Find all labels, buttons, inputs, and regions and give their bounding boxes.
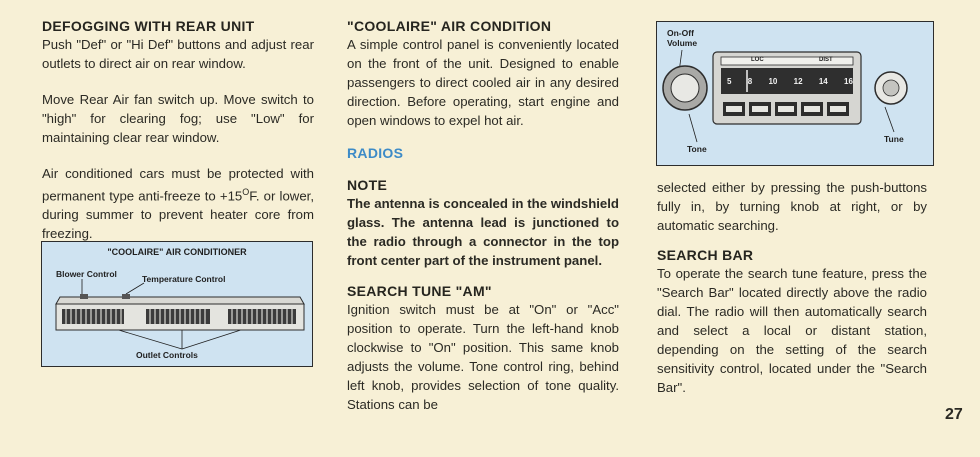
paragraph-antifreeze xyxy=(42,164,314,243)
paragraph-defog-buttons: Push "Def" or "Hi Def" buttons and adjust rear outlets to direct air on rear window. xyxy=(42,37,314,71)
paragraph-search-bar: To operate the search tune feature, press the "Search Bar" located directly above the radio dial. The radio will then automatically search and select a local or distant station, depending on the setting of the search sensitivity control, located under the "Search Bar". xyxy=(657,266,927,395)
heading-search-tune: SEARCH TUNE "AM" xyxy=(347,283,492,299)
paragraph-selected: selected either by pressing the push-buttons fully in, by turning knob at right, or by automatic searching. xyxy=(657,180,927,233)
degree-symbol: O xyxy=(242,187,250,197)
heading-coolaire: "COOLAIRE" AIR CONDITION xyxy=(347,18,552,34)
ac-figure-title: "COOLAIRE" AIR CONDITIONER xyxy=(107,247,247,257)
paragraph-rear-air-fan: Move Rear Air fan switch up. Move switch to "high" for clearing fog; use "Low" for maintaining clear rear window. xyxy=(42,92,314,145)
label-outlet-controls: Outlet Controls xyxy=(136,350,198,360)
paragraph-coolaire: A simple control panel is conveniently located on the front of the unit. Designed to enable passengers to direct cooled air in any desired direction. Before operating, start engine and open windows to expel hot air. xyxy=(347,37,619,128)
label-loc: LOC xyxy=(751,57,764,63)
label-temperature-control: Temperature Control xyxy=(142,274,226,284)
heading-search-bar: SEARCH BAR xyxy=(657,247,754,263)
dial-number: 14 xyxy=(818,77,828,86)
label-tune: Tune xyxy=(884,134,904,144)
heading-radios: RADIOS xyxy=(347,145,404,161)
dial-number: 12 xyxy=(793,77,803,86)
dial-number: 5 xyxy=(727,77,732,86)
dial-number: 10 xyxy=(768,77,778,86)
ac-control-figure xyxy=(41,241,313,367)
label-blower-control: Blower Control xyxy=(56,269,117,279)
column-left xyxy=(42,0,314,243)
paragraph-antenna-note: The antenna is concealed in the windshield glass. The antenna lead is junctioned to the radio through a connector in the top front center part of the instrument panel. xyxy=(347,196,619,268)
dial-number: 16 xyxy=(844,77,853,86)
antifreeze-text-a: Air conditioned cars must be protected with permanent type anti-freeze to +15 xyxy=(42,166,314,204)
label-dist: DIST xyxy=(819,57,833,63)
dial-number: 8 xyxy=(747,77,753,86)
temperature-knob xyxy=(122,294,130,299)
ac-unit-illustration xyxy=(42,242,312,366)
label-volume: Volume xyxy=(667,38,698,48)
page-number: 27 xyxy=(945,406,963,423)
heading-note: NOTE xyxy=(347,177,388,193)
label-on-off: On-Off xyxy=(667,28,694,38)
label-tone: Tone xyxy=(687,144,707,154)
antifreeze-text-b: F. or lower, during summer to prevent heater core from freezing. xyxy=(42,188,314,242)
ac-unit-top xyxy=(56,297,304,304)
heading-defogging: DEFOGGING WITH REAR UNIT xyxy=(42,18,255,34)
blower-knob xyxy=(80,294,88,299)
column-right xyxy=(657,0,927,397)
column-middle xyxy=(347,0,619,414)
paragraph-search-tune: Ignition switch must be at "On" or "Acc" position to operate. Turn the left-hand knob clockwise to "On" position. This same knob adjusts the volume. Tone control ring, behind left knob, provides selection of tone quality. Stations can be xyxy=(347,302,619,412)
